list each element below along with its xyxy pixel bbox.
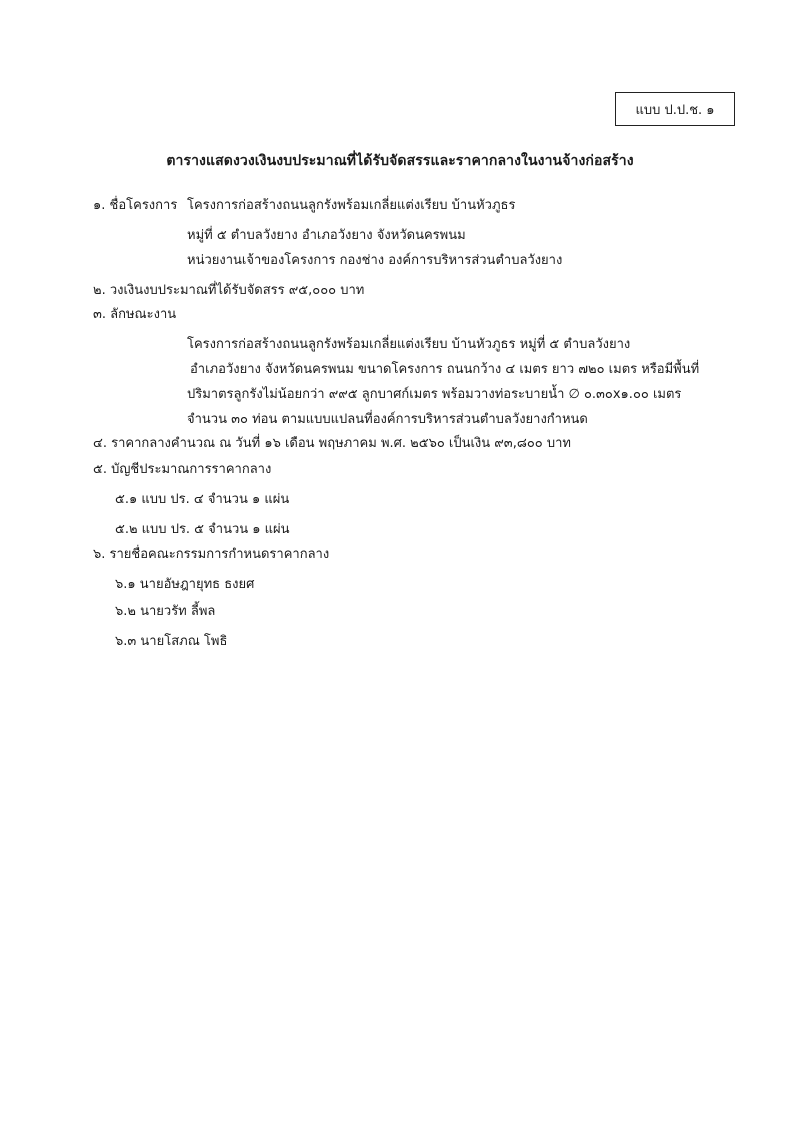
estimate-item-2: ๕.๒ แบบ ปร. ๕ จำนวน ๑ แผ่น (115, 522, 290, 537)
nature-line-3: ปริมาตรลูกรังไม่น้อยกว่า ๙๙๕ ลูกบาศก์เมตร พร้อมวางท่อระบายน้ำ ∅ ๐.๓๐x๑.๐๐ เมตร (187, 387, 682, 402)
project-name-line-3: หน่วยงานเจ้าของโครงการ กองช่าง องค์การบริหารส่วนตำบลวังยาง (187, 253, 563, 268)
estimate-item-1: ๕.๑ แบบ ปร. ๔ จำนวน ๑ แผ่น (115, 492, 290, 507)
estimate-label: ๕. บัญชีประมาณการราคากลาง (93, 462, 272, 477)
median-price-line: ๔. ราคากลางคำนวณ ณ วันที่ ๑๖ เดือน พฤษภาคม พ.ศ. ๒๕๖๐ เป็นเงิน ๙๓,๘๐๐ บาท (93, 436, 571, 451)
project-name-label: ๑. ชื่อโครงการ (93, 198, 178, 213)
committee-label: ๖. รายชื่อคณะกรรมการกำหนดราคากลาง (93, 547, 330, 562)
committee-member-1: ๖.๑ นายอัษฎายุทธ ธงยศ (115, 577, 255, 592)
committee-member-2: ๖.๒ นายวรัท ลี้พล (115, 604, 216, 619)
project-name-line-1: โครงการก่อสร้างถนนลูกรังพร้อมเกลี่ยแต่งเรียบ บ้านหัวภูธร (187, 198, 516, 213)
nature-line-2: อำเภอวังยาง จังหวัดนครพนม ขนาดโครงการ ถนนกว้าง ๔ เมตร ยาว ๗๒๐ เมตร หรือมีพื้นที่ (190, 362, 700, 377)
nature-line-4: จำนวน ๓๐ ท่อน ตามแบบแปลนที่องค์การบริหารส่วนตำบลวังยางกำหนด (187, 412, 588, 427)
document-title: ตารางแสดงวงเงินงบประมาณที่ได้รับจัดสรรและราคากลางในงานจ้างก่อสร้าง (166, 153, 634, 169)
committee-member-3: ๖.๓ นายโสภณ โพธิ (115, 634, 228, 649)
nature-label: ๓. ลักษณะงาน (93, 307, 177, 322)
nature-line-1: โครงการก่อสร้างถนนลูกรังพร้อมเกลี่ยแต่งเรียบ บ้านหัวภูธร หมู่ที่ ๕ ตำบลวังยาง (187, 337, 631, 352)
project-name-line-2: หมู่ที่ ๕ ตำบลวังยาง อำเภอวังยาง จังหวัดนครพนม (187, 228, 466, 243)
budget-line: ๒. วงเงินงบประมาณที่ได้รับจัดสรร ๙๕,๐๐๐ บาท (93, 283, 365, 298)
form-code: แบบ ป.ป.ช. ๑ (635, 102, 715, 118)
form-code-box (615, 92, 735, 126)
